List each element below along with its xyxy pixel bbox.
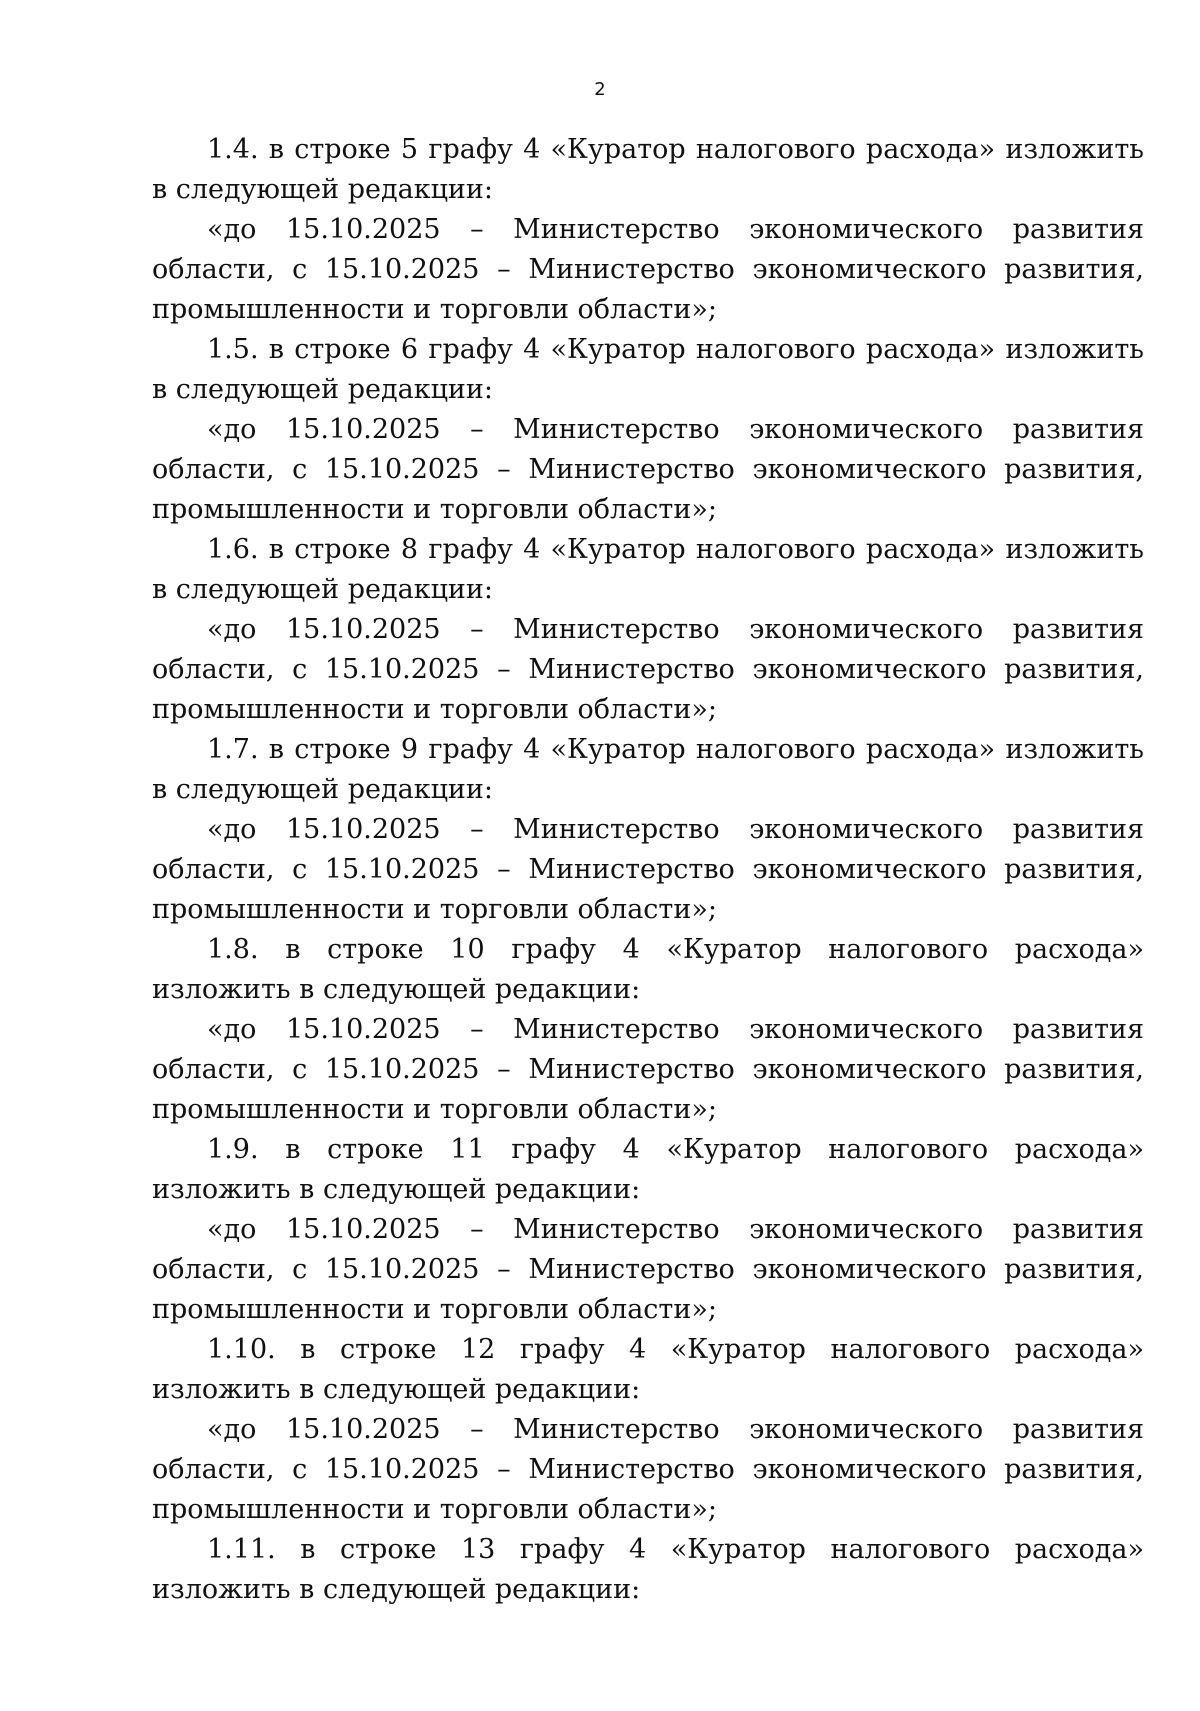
paragraph: 1.7. в строке 9 графу 4 «Куратор налогового расхода» изложить в следующей редакции: — [152, 734, 1144, 805]
document-body — [152, 130, 1144, 1610]
page-number: 2 — [594, 79, 606, 100]
paragraph: «до 15.10.2025 – Министерство экономического развития области, с 15.10.2025 – Министерство экономического развития, промышленности и торговли области»; — [152, 1414, 1144, 1525]
paragraph: «до 15.10.2025 – Министерство экономического развития области, с 15.10.2025 – Министерство экономического развития, промышленности и торговли области»; — [152, 414, 1144, 525]
paragraph: 1.4. в строке 5 графу 4 «Куратор налогового расхода» изложить в следующей редакции: — [152, 134, 1144, 205]
paragraph: 1.6. в строке 8 графу 4 «Куратор налогового расхода» изложить в следующей редакции: — [152, 534, 1144, 605]
paragraph: «до 15.10.2025 – Министерство экономического развития области, с 15.10.2025 – Министерство экономического развития, промышленности и торговли области»; — [152, 214, 1144, 325]
paragraph: 1.10. в строке 12 графу 4 «Куратор налогового расхода» изложить в следующей редакции: — [152, 1334, 1144, 1405]
paragraph: «до 15.10.2025 – Министерство экономического развития области, с 15.10.2025 – Министерство экономического развития, промышленности и торговли области»; — [152, 614, 1144, 725]
paragraph: 1.11. в строке 13 графу 4 «Куратор налогового расхода» изложить в следующей редакции: — [152, 1534, 1144, 1605]
paragraph: «до 15.10.2025 – Министерство экономического развития области, с 15.10.2025 – Министерство экономического развития, промышленности и торговли области»; — [152, 1214, 1144, 1325]
paragraph: 1.5. в строке 6 графу 4 «Куратор налогового расхода» изложить в следующей редакции: — [152, 334, 1144, 405]
paragraph: «до 15.10.2025 – Министерство экономического развития области, с 15.10.2025 – Министерство экономического развития, промышленности и торговли области»; — [152, 1014, 1144, 1125]
paragraph: «до 15.10.2025 – Министерство экономического развития области, с 15.10.2025 – Министерство экономического развития, промышленности и торговли области»; — [152, 814, 1144, 925]
paragraph: 1.8. в строке 10 графу 4 «Куратор налогового расхода» изложить в следующей редакции: — [152, 934, 1144, 1005]
paragraph: 1.9. в строке 11 графу 4 «Куратор налогового расхода» изложить в следующей редакции: — [152, 1134, 1144, 1205]
